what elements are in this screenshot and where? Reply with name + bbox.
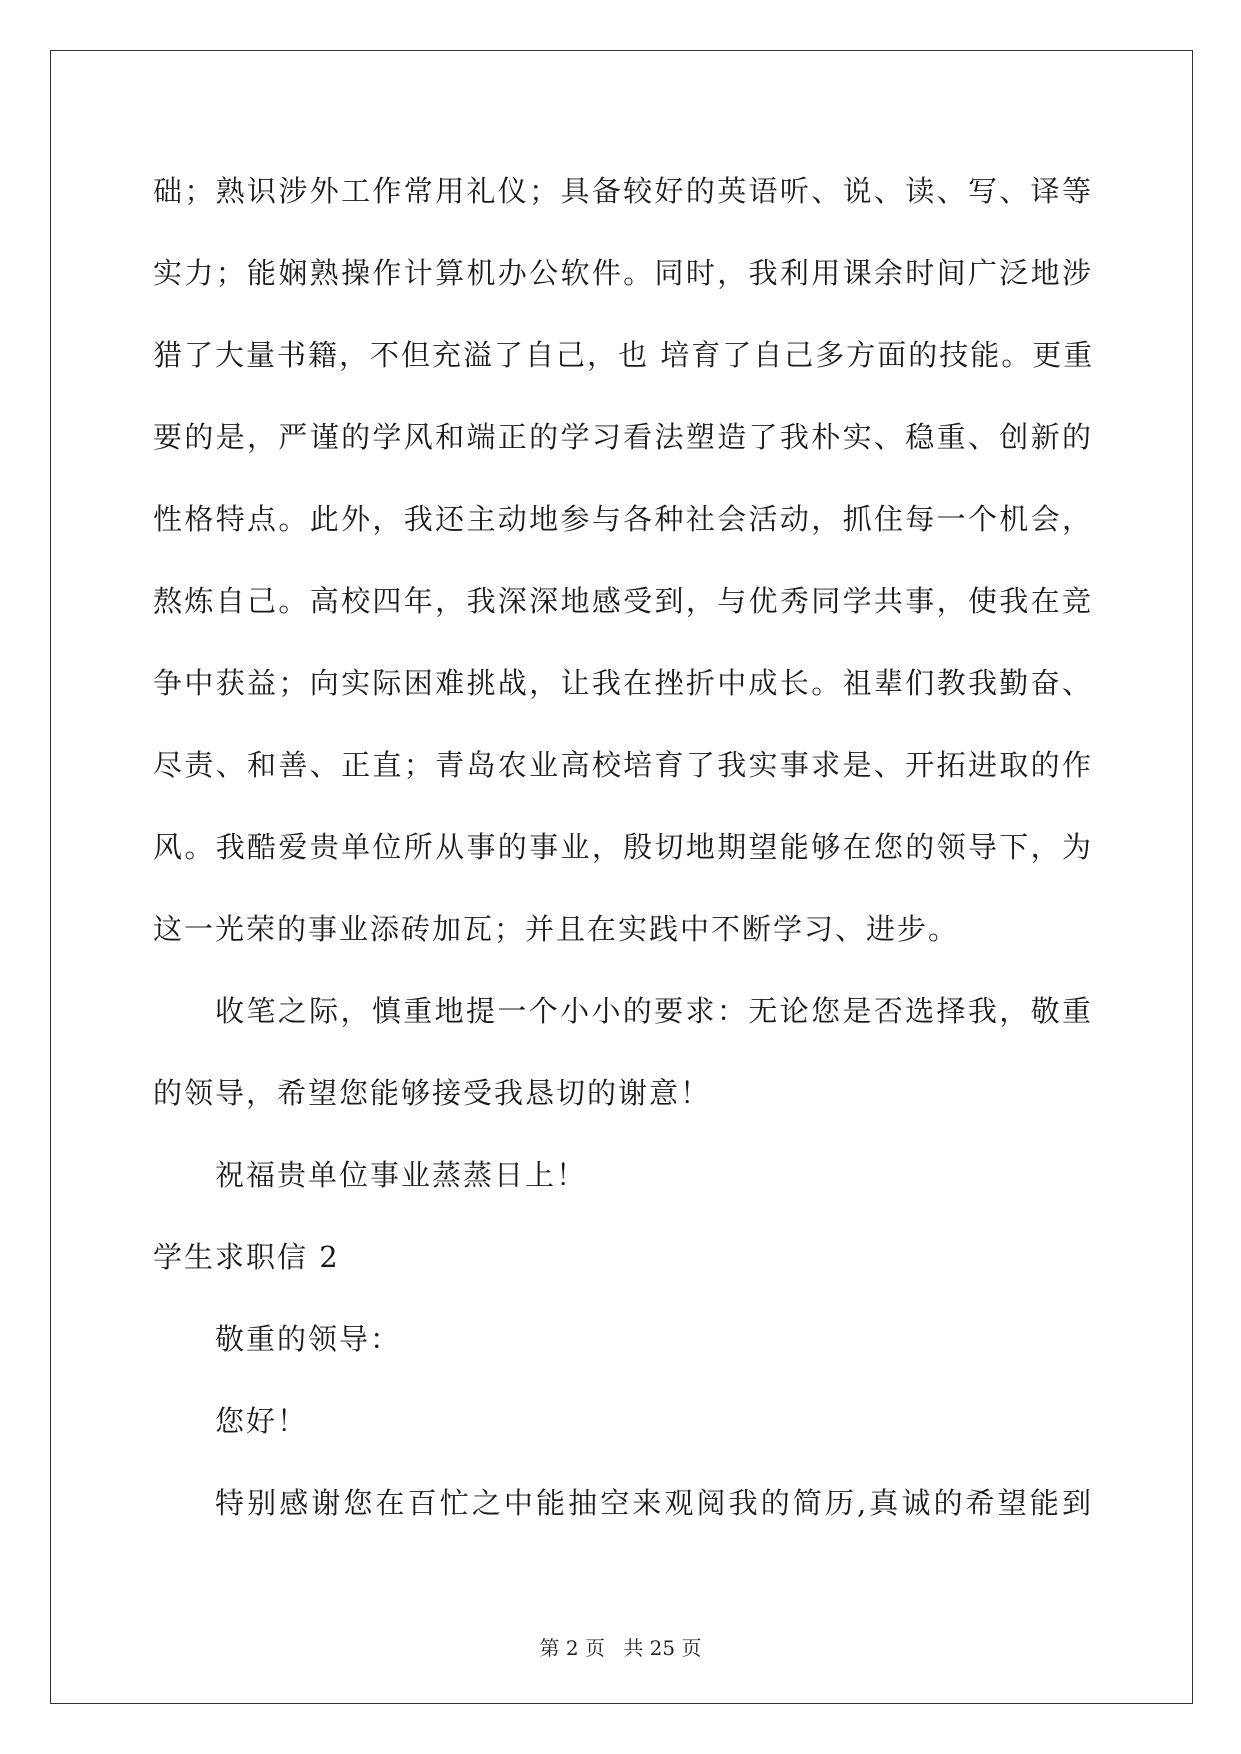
paragraph-line: 收笔之际，慎重地提一个小小的要求：无论您是否选择我，敬重	[215, 994, 1093, 1028]
paragraph-line: 这一光荣的事业添砖加瓦；并且在实践中不断学习、进步。	[153, 912, 960, 946]
paragraph-line: 要的是，严谨的学风和端正的学习看法塑造了我朴实、稳重、创新的	[153, 420, 1093, 454]
paragraph-line: 猎了大量书籍，不但充溢了自己，也 培育了自己多方面的技能。更重	[153, 338, 1095, 372]
paragraph-line: 特别感谢您在百忙之中能抽空来观阅我的简历,真诚的希望能到	[215, 1486, 1093, 1520]
paragraph-line: 的领导，希望您能够接受我恳切的谢意！	[153, 1076, 712, 1110]
greeting: 您好！	[215, 1404, 309, 1438]
paragraph-line: 祝福贵单位事业蒸蒸日上！	[215, 1158, 588, 1192]
paragraph-line: 风。我酷爱贵单位所从事的事业，殷切地期望能够在您的领导下，为	[153, 830, 1093, 864]
page-number: 第 2 页	[539, 1636, 605, 1660]
page-footer	[0, 1632, 1241, 1661]
paragraph-line: 础；熟识涉外工作常用礼仪；具备较好的英语听、说、读、写、译等	[153, 174, 1093, 208]
paragraph-line: 尽责、和善、正直；青岛农业高校培育了我实事求是、开拓进取的作	[153, 748, 1093, 782]
salutation: 敬重的领导：	[215, 1322, 402, 1356]
paragraph-line: 争中获益；向实际困难挑战，让我在挫折中成长。祖辈们教我勤奋、	[153, 666, 1093, 700]
paragraph-line: 实力；能娴熟操作计算机办公软件。同时，我利用课余时间广泛地涉	[153, 256, 1093, 290]
page-total: 共 25 页	[623, 1636, 702, 1660]
section-heading: 学生求职信 2	[153, 1240, 340, 1274]
paragraph-line: 性格特点。此外，我还主动地参与各种社会活动，抓住每一个机会，	[153, 502, 1093, 536]
document-body	[153, 164, 1093, 1558]
paragraph-line: 熬炼自己。高校四年，我深深地感受到，与优秀同学共事，使我在竞	[153, 584, 1093, 618]
